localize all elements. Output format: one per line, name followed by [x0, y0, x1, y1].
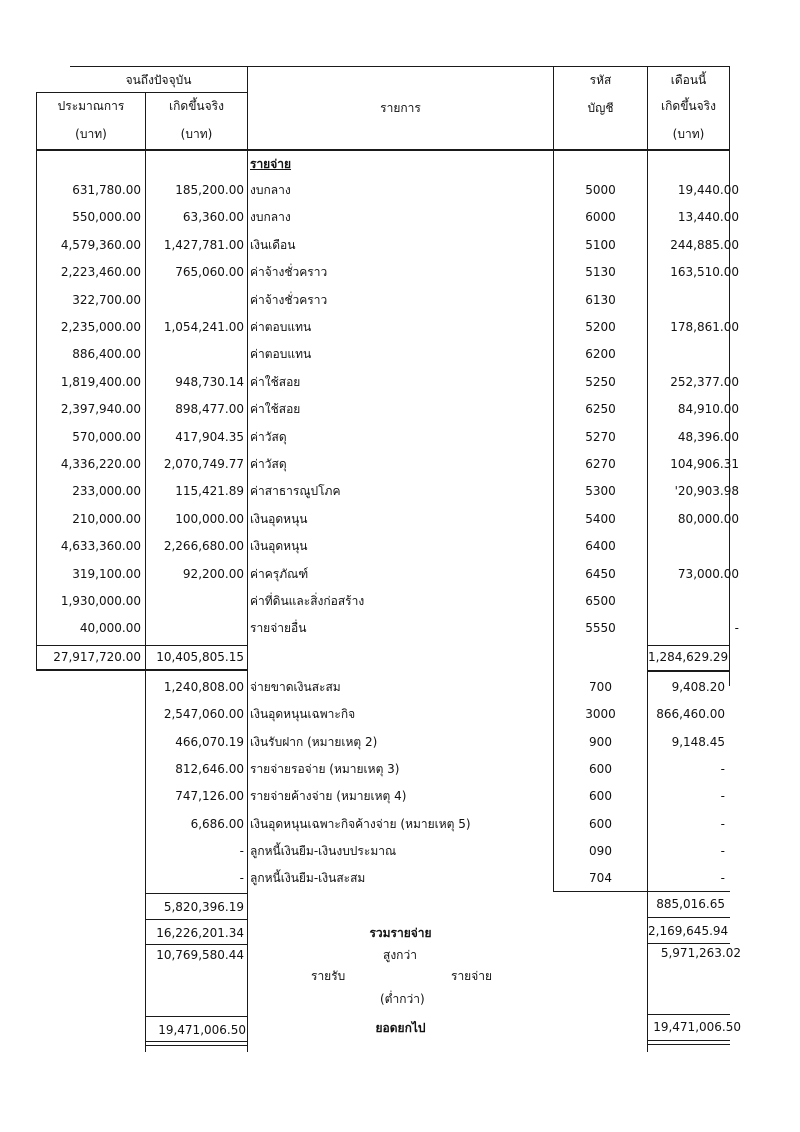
row2-actual: 466,070.19	[175, 734, 244, 749]
row2-code: 700	[589, 680, 612, 694]
row-actual: 2,070,749.77	[163, 457, 244, 471]
row-month: 19,440.00	[677, 183, 739, 197]
row2-code: 600	[589, 816, 612, 831]
carry-month: 19,471,006.50	[653, 1020, 741, 1034]
row-item: ค่าใช้สอย	[250, 374, 301, 389]
row2-actual: -	[239, 871, 244, 886]
carry-label: ยอดยกไป	[375, 1021, 426, 1035]
subtotal2-month: 885,016.65	[656, 897, 725, 911]
header-item: รายการ	[380, 101, 421, 115]
row-code: 5400	[585, 511, 616, 526]
row2-month: 9,408.20	[671, 680, 725, 694]
row2-code: 090	[589, 843, 612, 858]
row-item: ค่าใช้สอย	[250, 402, 301, 417]
row-item: งบกลาง	[250, 183, 291, 197]
row2-actual: 812,646.00	[175, 761, 244, 776]
row2-actual: 1,240,808.00	[163, 680, 244, 694]
row2-code: 704	[589, 871, 612, 886]
row2-item: เงินอุดหนุนเฉพาะกิจ	[250, 707, 356, 722]
row-code: 6000	[585, 210, 616, 225]
row-month: 84,910.00	[677, 402, 739, 417]
header-account: บัญชี	[587, 101, 614, 115]
row-item: ค่าจ้างชั่วคราว	[250, 292, 328, 307]
subtotal2-actual: 5,820,396.19	[163, 900, 244, 914]
header-month-actual: เกิดขึ้นจริง	[661, 99, 716, 113]
row-actual: 765,060.00	[175, 265, 244, 280]
row2-code: 900	[589, 734, 612, 749]
row-actual: 92,200.00	[182, 566, 244, 581]
diff-actual: 10,769,580.44	[156, 948, 244, 962]
row-month: 104,906.31	[670, 457, 739, 471]
row-actual: 100,000.00	[175, 511, 244, 526]
row-code: 5130	[585, 265, 616, 280]
row-item: ค่าครุภัณฑ์	[250, 566, 309, 581]
row2-item: ลูกหนี้เงินยืม-เงินสะสม	[250, 871, 366, 886]
header-actual: เกิดขึ้นจริง	[169, 99, 224, 113]
row-item: ค่าวัสดุ	[250, 429, 287, 444]
row-item: ค่าที่ดินและสิ่งก่อสร้าง	[250, 594, 365, 608]
row-code: 5200	[585, 320, 616, 334]
header-baht-estimate: (บาท)	[75, 127, 107, 141]
row2-month: 866,460.00	[656, 707, 725, 722]
total-actual: 16,226,201.34	[156, 926, 244, 940]
row-item: เงินอุดหนุน	[250, 539, 308, 554]
row-estimate: 886,400.00	[72, 347, 141, 362]
subtotal-month: 1,284,629.29	[648, 650, 729, 664]
row2-item: รายจ่ายค้างจ่าย (หมายเหตุ 4)	[250, 789, 407, 804]
row-estimate: 4,336,220.00	[60, 457, 141, 471]
row-estimate: 40,000.00	[79, 621, 141, 636]
row2-month: -	[720, 789, 725, 804]
row2-code: 600	[589, 789, 612, 804]
row-code: 5300	[585, 484, 616, 499]
header-baht-month: (บาท)	[672, 127, 705, 141]
row-month: 73,000.00	[677, 566, 739, 581]
row2-item: เงินอุดหนุนเฉพาะกิจค้างจ่าย (หมายเหตุ 5)	[250, 816, 471, 831]
row-code: 6200	[585, 347, 616, 362]
row-estimate: 1,819,400.00	[60, 374, 141, 389]
diff-month: 5,971,263.02	[660, 946, 741, 960]
row-estimate: 210,000.00	[72, 511, 141, 526]
row2-actual: 6,686.00	[190, 816, 244, 831]
row2-month: -	[720, 871, 725, 886]
row2-actual: 747,126.00	[175, 789, 244, 804]
row-actual: 948,730.14	[175, 374, 244, 389]
row-item: เงินเดือน	[250, 237, 296, 252]
row2-item: ลูกหนี้เงินยืม-เงินงบประมาณ	[250, 843, 397, 858]
row-code: 6130	[585, 292, 616, 307]
row-month: 163,510.00	[670, 265, 739, 280]
row-code: 5270	[585, 429, 616, 444]
row2-item: รายจ่ายรอจ่าย (หมายเหตุ 3)	[250, 761, 400, 776]
row2-code: 3000	[585, 707, 616, 722]
row-code: 6400	[585, 539, 616, 554]
subtotal-estimate: 27,917,720.00	[53, 650, 141, 664]
subtotal-actual: 10,405,805.15	[156, 650, 244, 664]
diff-lower: (ต่ำกว่า)	[380, 992, 425, 1006]
row-month: 244,885.00	[670, 237, 739, 252]
row-actual: 2,266,680.00	[163, 539, 244, 554]
row-estimate: 2,397,940.00	[60, 402, 141, 417]
row-actual: 185,200.00	[175, 183, 244, 197]
row-actual: 417,904.35	[175, 429, 244, 444]
row2-month: -	[720, 761, 725, 776]
row-item: งบกลาง	[250, 210, 291, 225]
row-estimate: 570,000.00	[72, 429, 141, 444]
row-estimate: 2,223,460.00	[60, 265, 141, 280]
row2-month: 9,148.45	[671, 734, 725, 749]
row-item: ค่าตอบแทน	[250, 320, 312, 334]
row-estimate: 319,100.00	[72, 566, 141, 581]
row-code: 6450	[585, 566, 616, 581]
total-month: 2,169,645.94	[648, 924, 729, 938]
carry-actual: 19,471,006.50	[158, 1023, 246, 1037]
diff-higher: สูงกว่า	[383, 948, 417, 962]
row-estimate: 550,000.00	[72, 210, 141, 225]
row2-actual: 2,547,060.00	[163, 707, 244, 722]
header-baht-actual: (บาท)	[180, 127, 213, 141]
row-item: ค่าจ้างชั่วคราว	[250, 265, 328, 280]
row-item: ค่าวัสดุ	[250, 457, 287, 471]
row-code: 6250	[585, 402, 616, 417]
row2-item: เงินรับฝาก (หมายเหตุ 2)	[250, 734, 378, 749]
row-code: 5250	[585, 374, 616, 389]
row2-month: -	[720, 816, 725, 831]
row2-code: 600	[589, 761, 612, 776]
row-estimate: 4,633,360.00	[60, 539, 141, 554]
row-estimate: 322,700.00	[72, 292, 141, 307]
header-code: รหัส	[589, 73, 612, 87]
row-month: 252,377.00	[670, 374, 739, 389]
row-actual: 1,054,241.00	[163, 320, 244, 334]
row-actual: 115,421.89	[175, 484, 244, 499]
row-actual: 63,360.00	[182, 210, 244, 225]
row2-actual: -	[239, 843, 244, 858]
row-month: 48,396.00	[677, 429, 739, 444]
row-month: -	[734, 621, 739, 636]
header-month: เดือนนี้	[670, 73, 707, 87]
row2-item: จ่ายขาดเงินสะสม	[250, 680, 341, 694]
row-item: ค่าสาธารณูปโภค	[250, 484, 341, 499]
row-code: 5000	[585, 183, 616, 197]
total-label: รวมรายจ่าย	[369, 926, 432, 940]
row-month: 178,861.00	[670, 320, 739, 334]
row-estimate: 2,235,000.00	[60, 320, 141, 334]
diff-expense: รายจ่าย	[451, 969, 493, 983]
row-code: 5550	[585, 621, 616, 636]
row2-month: -	[720, 843, 725, 858]
row-code: 5100	[585, 237, 616, 252]
row-item: เงินอุดหนุน	[250, 511, 308, 526]
section-title: รายจ่าย	[250, 157, 292, 171]
row-estimate: 4,579,360.00	[60, 237, 141, 252]
row-month: 13,440.00	[677, 210, 739, 225]
row-estimate: 631,780.00	[72, 183, 141, 197]
row-month: '20,903.98	[674, 484, 739, 499]
diff-income: รายรับ	[311, 969, 346, 983]
row-code: 6270	[585, 457, 616, 471]
row-actual: 898,477.00	[175, 402, 244, 417]
row-actual: 1,427,781.00	[163, 237, 244, 252]
row-item: ค่าตอบแทน	[250, 347, 312, 362]
row-estimate: 233,000.00	[72, 484, 141, 499]
row-estimate: 1,930,000.00	[60, 594, 141, 608]
header-todate: จนถึงปัจจุบัน	[125, 73, 192, 87]
row-item: รายจ่ายอื่น	[250, 621, 307, 636]
header-estimate: ประมาณการ	[57, 99, 125, 113]
row-code: 6500	[585, 594, 616, 608]
row-month: 80,000.00	[677, 511, 739, 526]
